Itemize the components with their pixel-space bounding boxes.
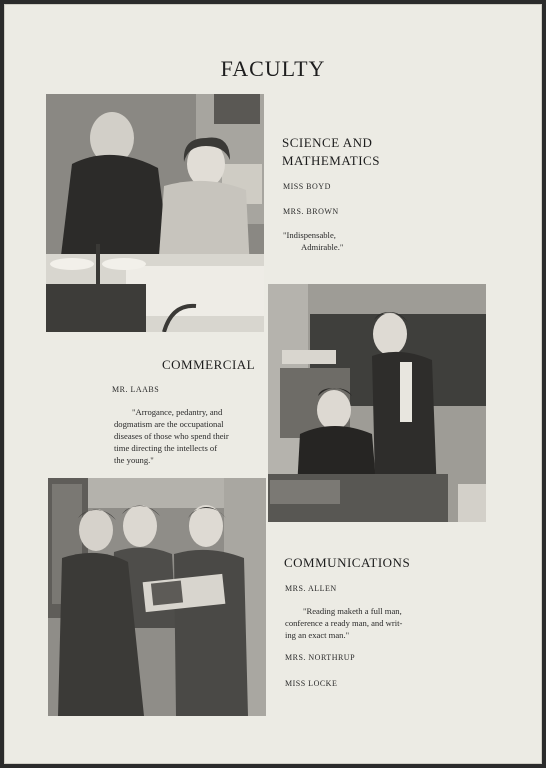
yearbook-page — [4, 4, 542, 764]
commercial-heading: COMMERCIAL — [162, 357, 256, 372]
science-quote-line2: Admirable." — [301, 242, 344, 252]
science-name-2: MRS. BROWN — [283, 207, 339, 216]
commercial-quote-line1: "Arrogance, pedantry, and — [132, 407, 223, 417]
commercial-quote-line5: the young." — [114, 455, 154, 465]
communications-name-3: MISS LOCKE — [285, 679, 338, 688]
commercial-quote-line4: time directing the intellects of — [114, 443, 218, 453]
science-heading-line2: MATHEMATICS — [282, 153, 380, 168]
commercial-photo — [268, 284, 486, 522]
science-heading-line1: SCIENCE AND — [282, 135, 373, 150]
communications-name-2: MRS. NORTHRUP — [285, 653, 356, 662]
commercial-quote-line2: dogmatism are the occupational — [114, 419, 224, 429]
communications-quote-line1: "Reading maketh a full man, — [303, 606, 402, 616]
page-title: FACULTY — [220, 56, 326, 81]
commercial-quote-line3: diseases of those who spend their — [114, 431, 229, 441]
science-quote-line1: "Indispensable, — [283, 230, 336, 240]
science-name-1: MISS BOYD — [283, 182, 331, 191]
communications-name-1: MRS. ALLEN — [285, 584, 337, 593]
science-photo — [46, 94, 264, 332]
communications-photo — [48, 478, 266, 716]
communications-quote-line2: conference a ready man, and writ- — [285, 618, 403, 628]
communications-quote-line3: ing an exact man." — [285, 630, 350, 640]
commercial-name-1: MR. LAABS — [112, 385, 160, 394]
communications-heading: COMMUNICATIONS — [284, 555, 411, 570]
